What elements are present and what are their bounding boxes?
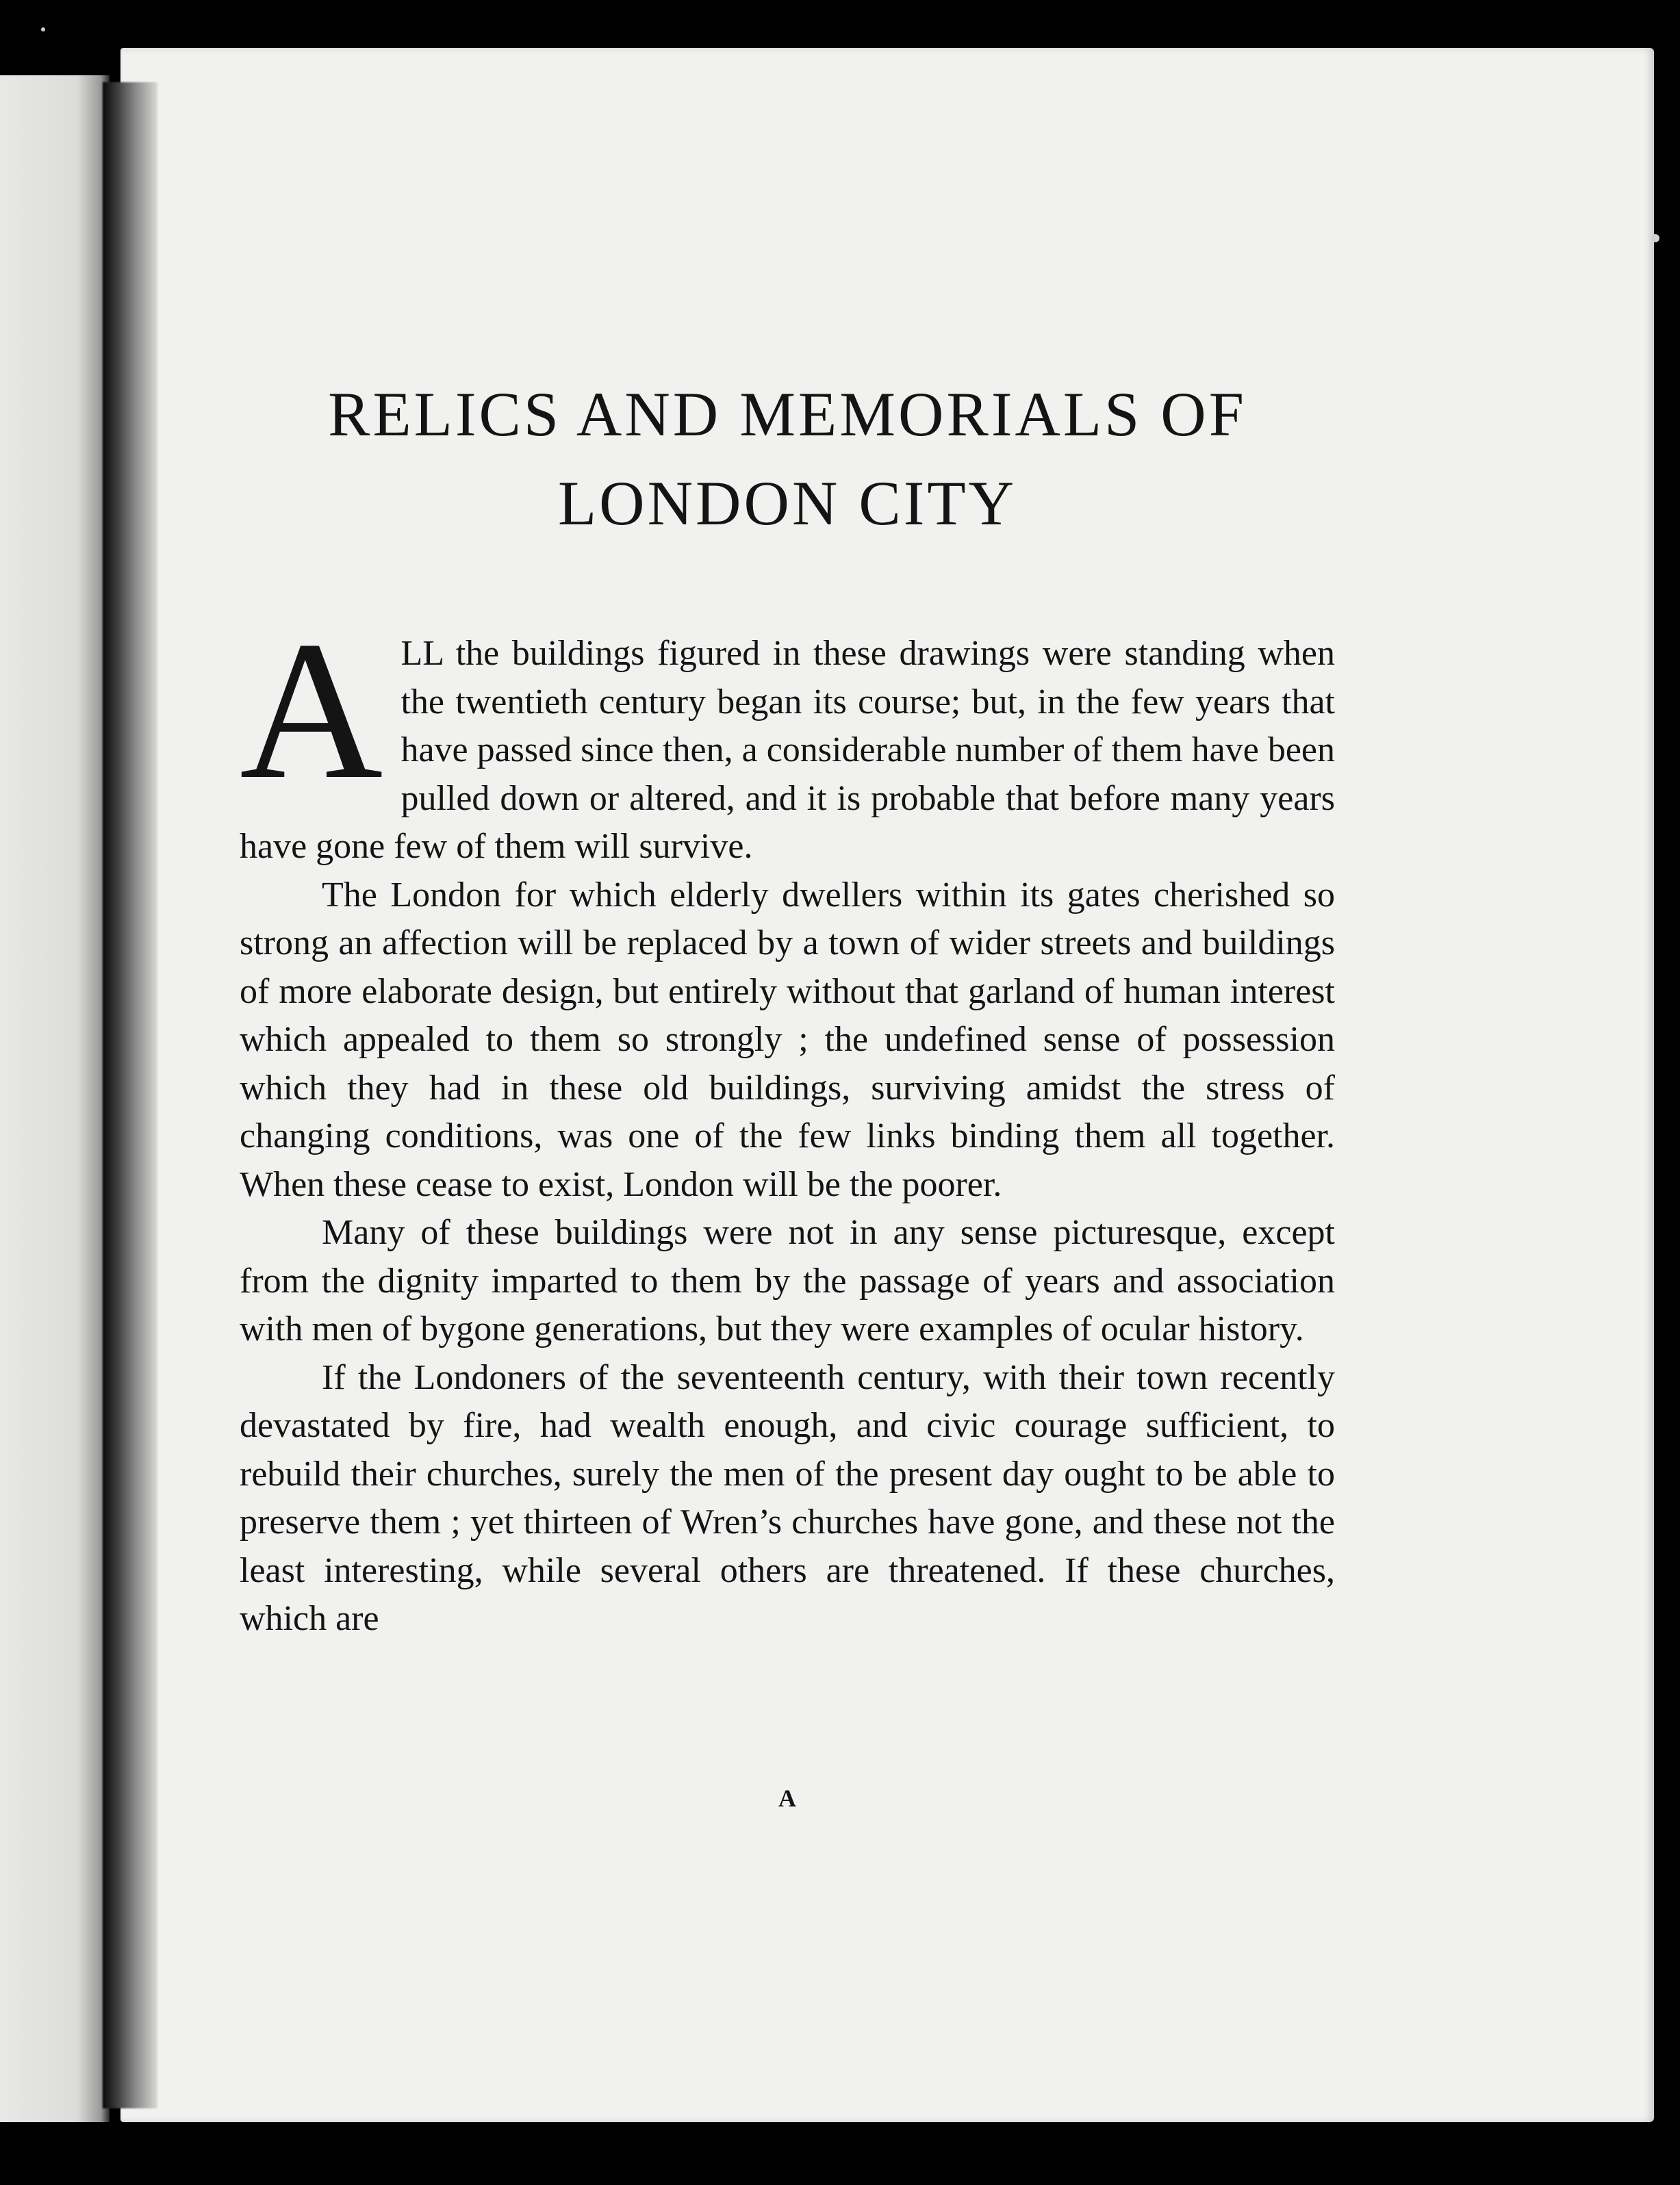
signature-mark: A bbox=[778, 1785, 796, 1812]
dust-speck bbox=[41, 27, 45, 31]
page-gutter bbox=[103, 82, 157, 2108]
paragraph-3: Many of these buildings were not in any sense picturesque, except from the dignity imparted to them by the passage of years and association with men of bygone generations, but they were examples of ocular history. bbox=[240, 1213, 1335, 1349]
title-line-1: RELICS AND MEMORIALS OF bbox=[328, 379, 1247, 449]
drop-cap: A bbox=[240, 600, 383, 820]
title-line-2: LONDON CITY bbox=[557, 468, 1017, 538]
paragraph-4: If the Londoners of the seventeenth century, with their town recently devastated by fire, had wealth enough, and civic courage sufficient, to rebuild their churches, surely the men of the present day ought to be able to preserve them ; yet thirteen of Wren’s churches have gone, and these not the least interesting, while several others are threatened. If these churches, which are bbox=[240, 1357, 1335, 1638]
page-title bbox=[240, 370, 1335, 548]
dust-speck bbox=[1651, 234, 1659, 242]
left-page-edge bbox=[0, 75, 110, 2122]
paragraph-2: The London for which elderly dwellers within its gates cherished so strong an affection will be replaced by a town of wider streets and buildings of more elaborate design, but entirely without that garland of human interest which appealed to them so strongly ; the undefined sense of possession which they had in these old buildings, surviving amidst the stress of changing conditions, was one of the few links binding them all together. When these cease to exist, London will be the poorer. bbox=[240, 875, 1335, 1204]
paragraph-1 bbox=[240, 600, 1335, 871]
paragraph-1-text: LL the buildings figured in these drawings were standing when the twentieth century began its course; but, in the few years that have passed since then, a considerable number of them have been pulled down or altered, and it is probable that before many years have gone few of them will survive. bbox=[240, 634, 1335, 866]
page-text bbox=[240, 370, 1335, 1644]
